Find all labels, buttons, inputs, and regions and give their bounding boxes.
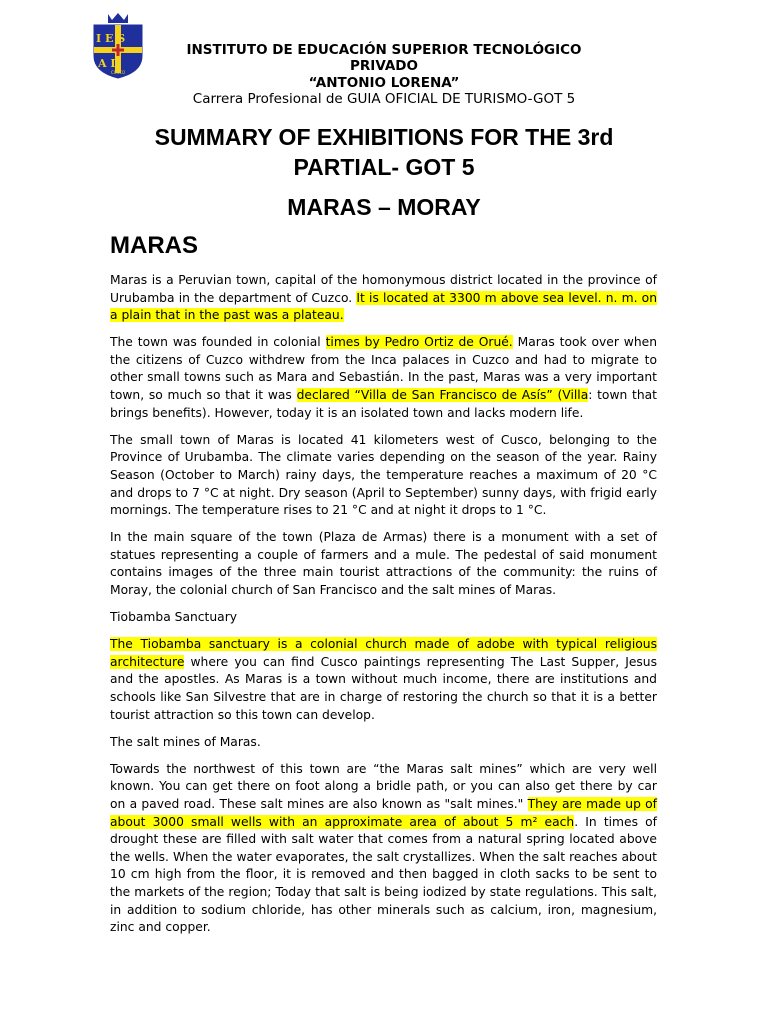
highlighted-text: It is located at 3300 m above sea level. n. m. on a plain that in the past was a plateau. — [110, 290, 657, 323]
text-run: Towards the northwest of this town are “the Maras salt mines” which are very well known. You can get there on foot along a bridle path, or you can also get there by car on a paved road. These salt mines are also known as "salt mines." — [110, 761, 657, 811]
text-run: . In times of drought these are filled with salt water that comes from a natural spring located above the wells. When the water evaporates, the salt crystallizes. When the salt reaches about 10 cm high from the floor, it is removed and then bagged in cloth sacks to be sent to the markets of the region; Today that salt is being iodized by state regulations. This salt, in addition to sodium chloride, has other minerals such as calcium, iron, magnesium, zinc and copper. — [110, 814, 657, 935]
document-subtitle: MARAS – MORAY — [287, 194, 481, 220]
career-line: Carrera Profesional de GUIA OFICIAL DE TURISMO-GOT 5 — [192, 90, 576, 107]
highlighted-text: The Tiobamba sanctuary is a colonial church made of adobe with typical religious architecture — [110, 637, 657, 669]
paragraph-salt-mines — [110, 761, 657, 937]
subheading-salt-mines: The salt mines of Maras. — [110, 734, 261, 749]
institute-crest-icon — [84, 10, 152, 80]
document-body — [110, 272, 657, 946]
text-run: where you can find Cusco paintings representing The Last Supper, Jesus and the apostles. As Maras is a town without much income, there are institutions and schools like San Silvestre that are in charge of restoring the church so that it is a better tourist attraction so this town can develop. — [110, 654, 657, 722]
paragraph-main-square: In the main square of the town (Plaza de Armas) there is a monument with a set of statues representing a couple of farmers and a mule. The pedestal of said monument contains images of the three main tourist attractions of the community: the ruins of Moray, the colonial church of San Francisco and the salt mines of Maras. — [110, 530, 657, 597]
document-title: SUMMARY OF EXHIBITIONS FOR THE 3rd PARTIAL- GOT 5 — [154, 124, 614, 180]
institution-name-line2: PRIVADO — [350, 58, 418, 75]
text-run: : town that brings benefits). However, today it is an isolated town and lacks modern life. — [110, 388, 657, 420]
subheading-tiobamba: Tiobamba Sanctuary — [110, 610, 238, 625]
text-run: Maras took over when the citizens of Cuzco withdrew from the Inca palaces in Cuzco and had to migrate to other small towns such as Mara and Sebastián. In the past, Maras was a very important town, so much so that it was — [110, 335, 658, 403]
highlighted-text: times by Pedro Ortiz de Orué. — [325, 335, 513, 350]
logo-letters-top: I E S — [96, 32, 126, 45]
highlighted-text: declared “Villa de San Francisco de Asís” (Villa — [296, 388, 589, 403]
paragraph-climate: The small town of Maras is located 41 kilometers west of Cusco, belonging to the Province of Urubamba. The climate varies depending on the season of the year. Rainy Season (October to March) rainy days, the temperature reaches a maximum of 20 °C and drops to 7 °C at night. Dry season (April to September) sunny days, with frigid early mornings. The temperature rises to 21 °C and at night it drops to 1 °C. — [110, 432, 657, 518]
logo-letters-bottom: A L — [98, 57, 119, 70]
text-run: Maras is a Peruvian town, capital of the homonymous district located in the province of Urubamba in the department of Cuzco. — [110, 273, 657, 305]
section-heading-maras: MARAS — [110, 232, 198, 259]
paragraph-location — [110, 272, 657, 325]
highlighted-text: They are made up of about 3000 small wells with an approximate area of about 5 m² each — [110, 796, 657, 829]
institute-logo — [84, 10, 152, 80]
institution-name-line1: INSTITUTO DE EDUCACIÓN SUPERIOR TECNOLÓGICO — [186, 42, 582, 58]
institution-header — [150, 42, 618, 107]
logo-city: CUSCO — [111, 70, 126, 75]
text-run: The town was founded in colonial — [110, 335, 326, 350]
paragraph-tiobamba — [110, 636, 657, 724]
paragraph-history — [110, 334, 657, 422]
institution-name-line3: “ANTONIO LORENA” — [308, 74, 460, 91]
